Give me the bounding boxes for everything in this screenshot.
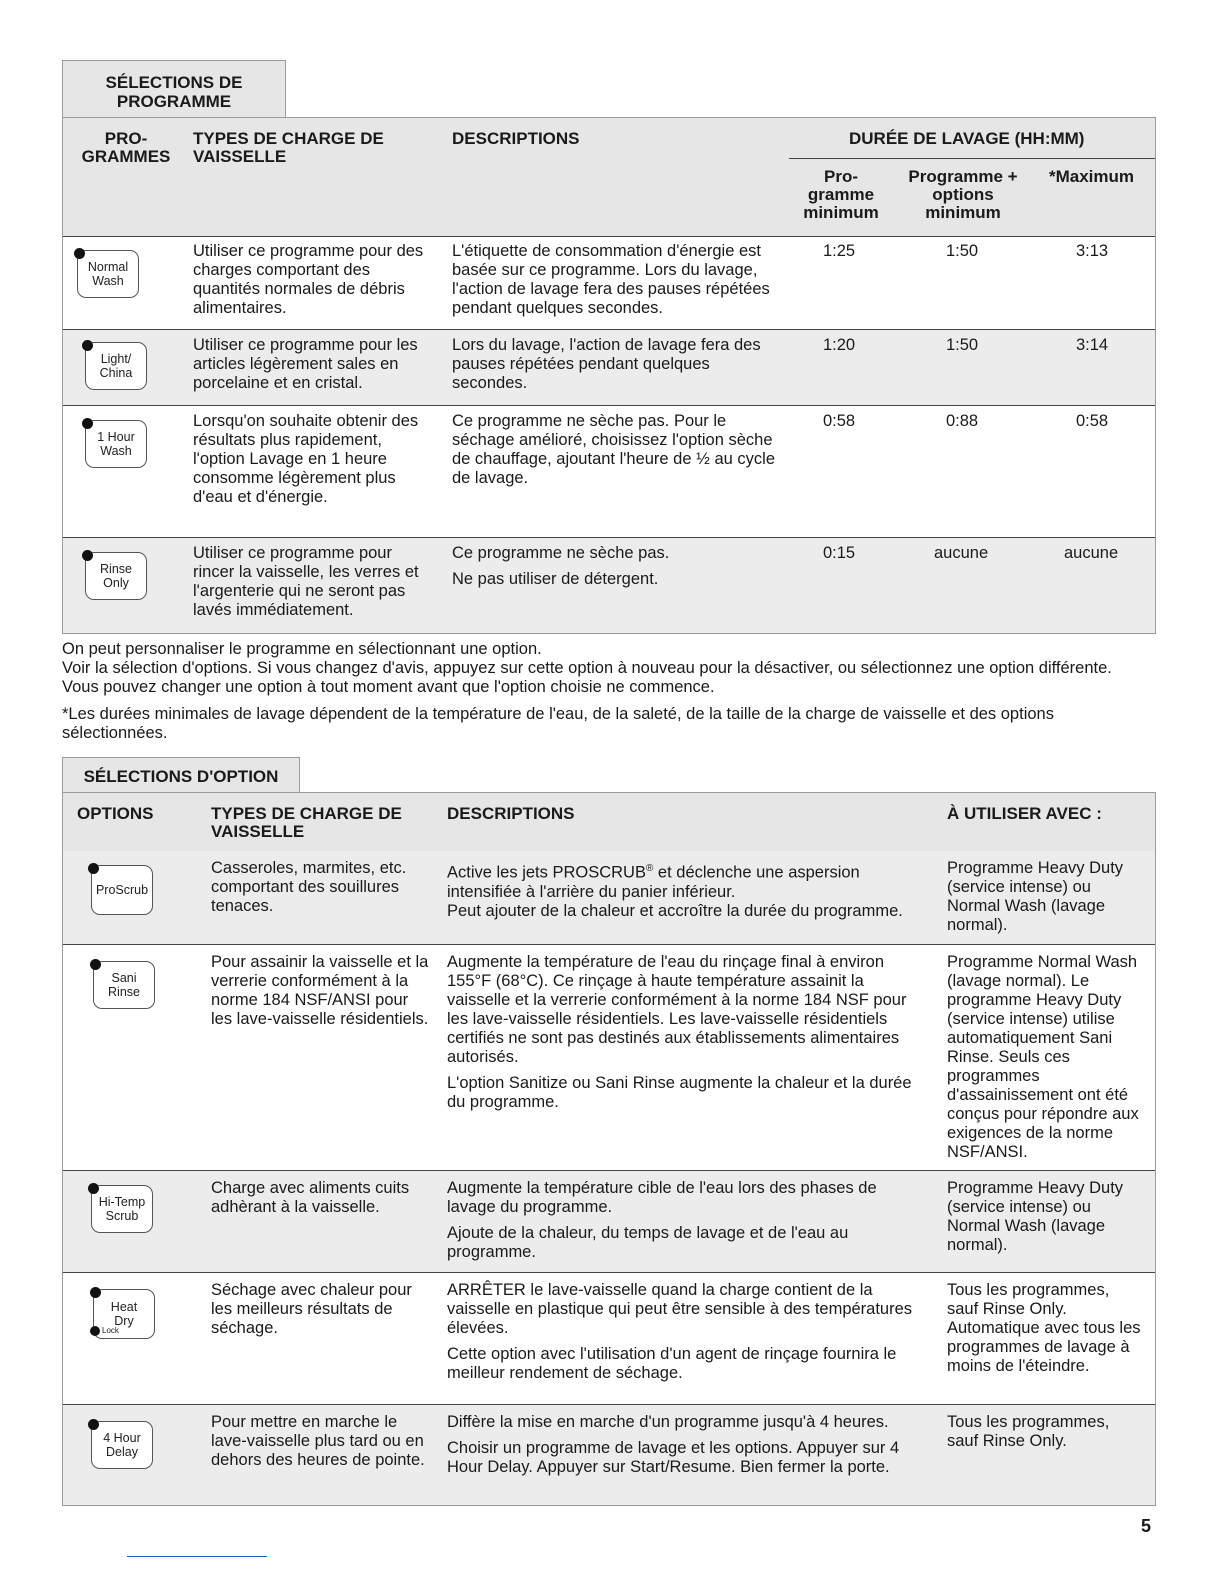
heat-dry-button[interactable]: Heat Dry Lock — [93, 1289, 155, 1339]
header-time-min: Pro- gramme minimum — [803, 167, 879, 222]
program-row-1-hour-wash — [63, 406, 1155, 538]
light-china-button[interactable]: Light/ China — [85, 342, 147, 390]
time-min: 0:58 — [823, 412, 856, 430]
time-min: 0:15 — [823, 544, 856, 562]
load-type: Utiliser ce programme pour rincer la vaisselle, les verres et l'argenterie qui ne seront pas lavés immédiatement. — [193, 544, 419, 619]
1-hour-wash-button[interactable]: 1 Hour Wash — [85, 420, 147, 468]
load-type: Utiliser ce programme pour les articles légèrement sales en porcelaine et en cristal. — [193, 336, 418, 392]
load-type: Séchage avec chaleur pour les meilleurs résultats de séchage. — [211, 1281, 412, 1337]
header-load-types: TYPES DE CHARGE DE VAISSELLE — [211, 804, 402, 841]
header-options: OPTIONS — [77, 804, 154, 823]
indicator-light-icon — [90, 959, 101, 970]
wash-time-divider — [789, 158, 1155, 159]
normal-wash-button[interactable]: Normal Wash — [77, 250, 139, 298]
program-section-tab — [62, 60, 286, 118]
option-row-hi-temp-scrub — [63, 1171, 1155, 1273]
time-max: aucune — [1064, 544, 1119, 562]
time-max: 0:58 — [1076, 412, 1109, 430]
description: ARRÊTER le lave-vaisselle quand la charge contient de la vaisselle en plastique qui peut être sensible à des températures élevées. Cette option avec l'utilisation d'un agent de rinçage fournira le meilleur rendement de séchage. — [447, 1281, 913, 1382]
header-programs: PRO- GRAMMES — [81, 129, 171, 166]
description: Active les jets PROSCRUB® et déclenche une aspersion intensifiée à l'arrière du panier inférieur. Peut ajouter de la chaleur et accroître la durée du programme. — [447, 863, 903, 920]
use-with: Tous les programmes, sauf Rinse Only. Automatique avec tous les programmes de lavage à moins de l'éteindre. — [947, 1281, 1141, 1375]
load-type: Lorsqu'on souhaite obtenir des résultats plus rapidement, l'option Lavage en 1 heure consomme légèrement plus d'eau et d'énergie. — [193, 412, 419, 506]
description: Augmente la température cible de l'eau lors des phases de lavage du programme. Ajoute de la chaleur, du temps de lavage et de l'eau au programme. — [447, 1179, 877, 1261]
program-tab-line2: PROGRAMME — [116, 92, 232, 111]
load-type: Utiliser ce programme pour des charges comportant des quantités normales de débris alimentaires. — [193, 242, 424, 317]
indicator-light-icon — [82, 418, 93, 429]
indicator-light-icon — [90, 1287, 101, 1298]
lock-light-icon — [90, 1326, 100, 1336]
header-descriptions: DESCRIPTIONS — [452, 129, 580, 148]
note-customize: On peut personnaliser le programme en sélectionnant une option. — [62, 640, 542, 658]
hi-temp-scrub-button[interactable]: Hi-Temp Scrub — [91, 1185, 153, 1233]
proscrub-button[interactable]: ProScrub — [91, 865, 153, 915]
option-row-proscrub — [63, 851, 1155, 945]
time-min: 1:25 — [823, 242, 856, 260]
load-type: Casseroles, marmites, etc. comportant des souillures tenaces. — [211, 859, 407, 915]
program-row-rinse-only — [63, 538, 1155, 633]
description: Ce programme ne sèche pas. Ne pas utiliser de détergent. — [452, 544, 670, 588]
sani-rinse-button[interactable]: Sani Rinse — [93, 961, 155, 1009]
option-row-sani-rinse — [63, 945, 1155, 1171]
option-table-header — [63, 793, 1155, 852]
time-max: 3:14 — [1076, 336, 1109, 354]
4-hour-delay-button[interactable]: 4 Hour Delay — [91, 1421, 153, 1469]
indicator-light-icon — [74, 248, 85, 259]
header-time-options: Programme + options minimum — [908, 167, 1018, 222]
program-table — [62, 117, 1156, 634]
load-type: Pour assainir la vaisselle et la verrerie conformément à la norme 184 NSF/ANSI pour les lave-vaisselle résidentiels. — [211, 953, 429, 1028]
use-with: Programme Normal Wash (lavage normal). Le programme Heavy Duty (service intense) utilise automatiquement Sani Rinse. Seuls ces programmes d'assainissement ont été conçus pour répondre aux exigences de la norme NSF/ANSI. — [947, 953, 1139, 1161]
time-max: 3:13 — [1076, 242, 1109, 260]
time-options: 1:50 — [946, 242, 979, 260]
description: Augmente la température de l'eau du rinçage final à environ 155°F (68°C). Ce rinçage à haute température assainit la vaisselle et la verrerie conformément à la norme 184 NSF pour les lave-vaisselle résidentiels. Les lave-vaisselle résidentiels certifiés ne sont pas destinés aux établissements alimentaires autorisés. L'option Sanitize ou Sani Rinse augmente la chaleur et la durée du programme. — [447, 953, 912, 1111]
time-options: 1:50 — [946, 336, 979, 354]
note-options: Voir la sélection d'options. Si vous changez d'avis, appuyez sur cette option à nouveau pour la désactiver, ou sélectionnez une option différente. Vous pouvez changer une option à tout moment avant que l'option choisie ne commence. — [62, 659, 1112, 696]
indicator-light-icon — [88, 1183, 99, 1194]
indicator-light-icon — [88, 863, 99, 874]
program-row-light-china — [63, 330, 1155, 406]
use-with: Programme Heavy Duty (service intense) ou Normal Wash (lavage normal). — [947, 1179, 1124, 1254]
option-row-4-hour-delay — [63, 1405, 1155, 1505]
program-tab-line1: SÉLECTIONS DE — [105, 73, 243, 92]
program-table-header — [63, 118, 1155, 237]
header-use-with: À UTILISER AVEC : — [947, 804, 1102, 823]
page-number: 5 — [1141, 1516, 1152, 1536]
description: L'étiquette de consommation d'énergie est basée sur ce programme. Lors du lavage, l'action de lavage fera des pauses répétées pendant quelques secondes. — [452, 242, 770, 317]
use-with: Tous les programmes, sauf Rinse Only. — [947, 1413, 1110, 1450]
use-with: Programme Heavy Duty (service intense) ou Normal Wash (lavage normal). — [947, 859, 1124, 934]
description: Lors du lavage, l'action de lavage fera des pauses répétées pendant quelques secondes. — [452, 336, 761, 392]
header-wash-time: DURÉE DE LAVAGE (HH:MM) — [849, 129, 1085, 148]
time-options: 0:88 — [946, 412, 979, 430]
time-options: aucune — [934, 544, 989, 562]
indicator-light-icon — [82, 340, 93, 351]
indicator-light-icon — [88, 1419, 99, 1430]
program-row-normal — [63, 236, 1155, 330]
note-min-times: *Les durées minimales de lavage dépendent de la température de l'eau, de la saleté, de la taille de la charge de vaisselle et des options sélectionnées. — [62, 705, 1054, 742]
description: Diffère la mise en marche d'un programme jusqu'à 4 heures. Choisir un programme de lavage et les options. Appuyer sur 4 Hour Delay. Appuyer sur Start/Resume. Bien fermer la porte. — [447, 1413, 900, 1476]
time-min: 1:20 — [823, 336, 856, 354]
header-load-types: TYPES DE CHARGE DE VAISSELLE — [193, 129, 384, 166]
option-section-tab: SÉLECTIONS D'OPTION — [62, 757, 300, 793]
description: Ce programme ne sèche pas. Pour le séchage amélioré, choisissez l'option sèche de chauffage, ajoutant l'heure de ½ au cycle de lavage. — [452, 412, 775, 487]
header-descriptions: DESCRIPTIONS — [447, 804, 575, 823]
footer-rule — [127, 1556, 267, 1557]
load-type: Charge avec aliments cuits adhèrant à la vaisselle. — [211, 1179, 410, 1216]
option-row-heat-dry — [63, 1273, 1155, 1405]
header-time-max: *Maximum — [1049, 167, 1135, 186]
option-table — [62, 792, 1156, 1506]
indicator-light-icon — [82, 550, 93, 561]
load-type: Pour mettre en marche le lave-vaisselle plus tard ou en dehors des heures de pointe. — [211, 1413, 425, 1469]
rinse-only-button[interactable]: Rinse Only — [85, 552, 147, 600]
